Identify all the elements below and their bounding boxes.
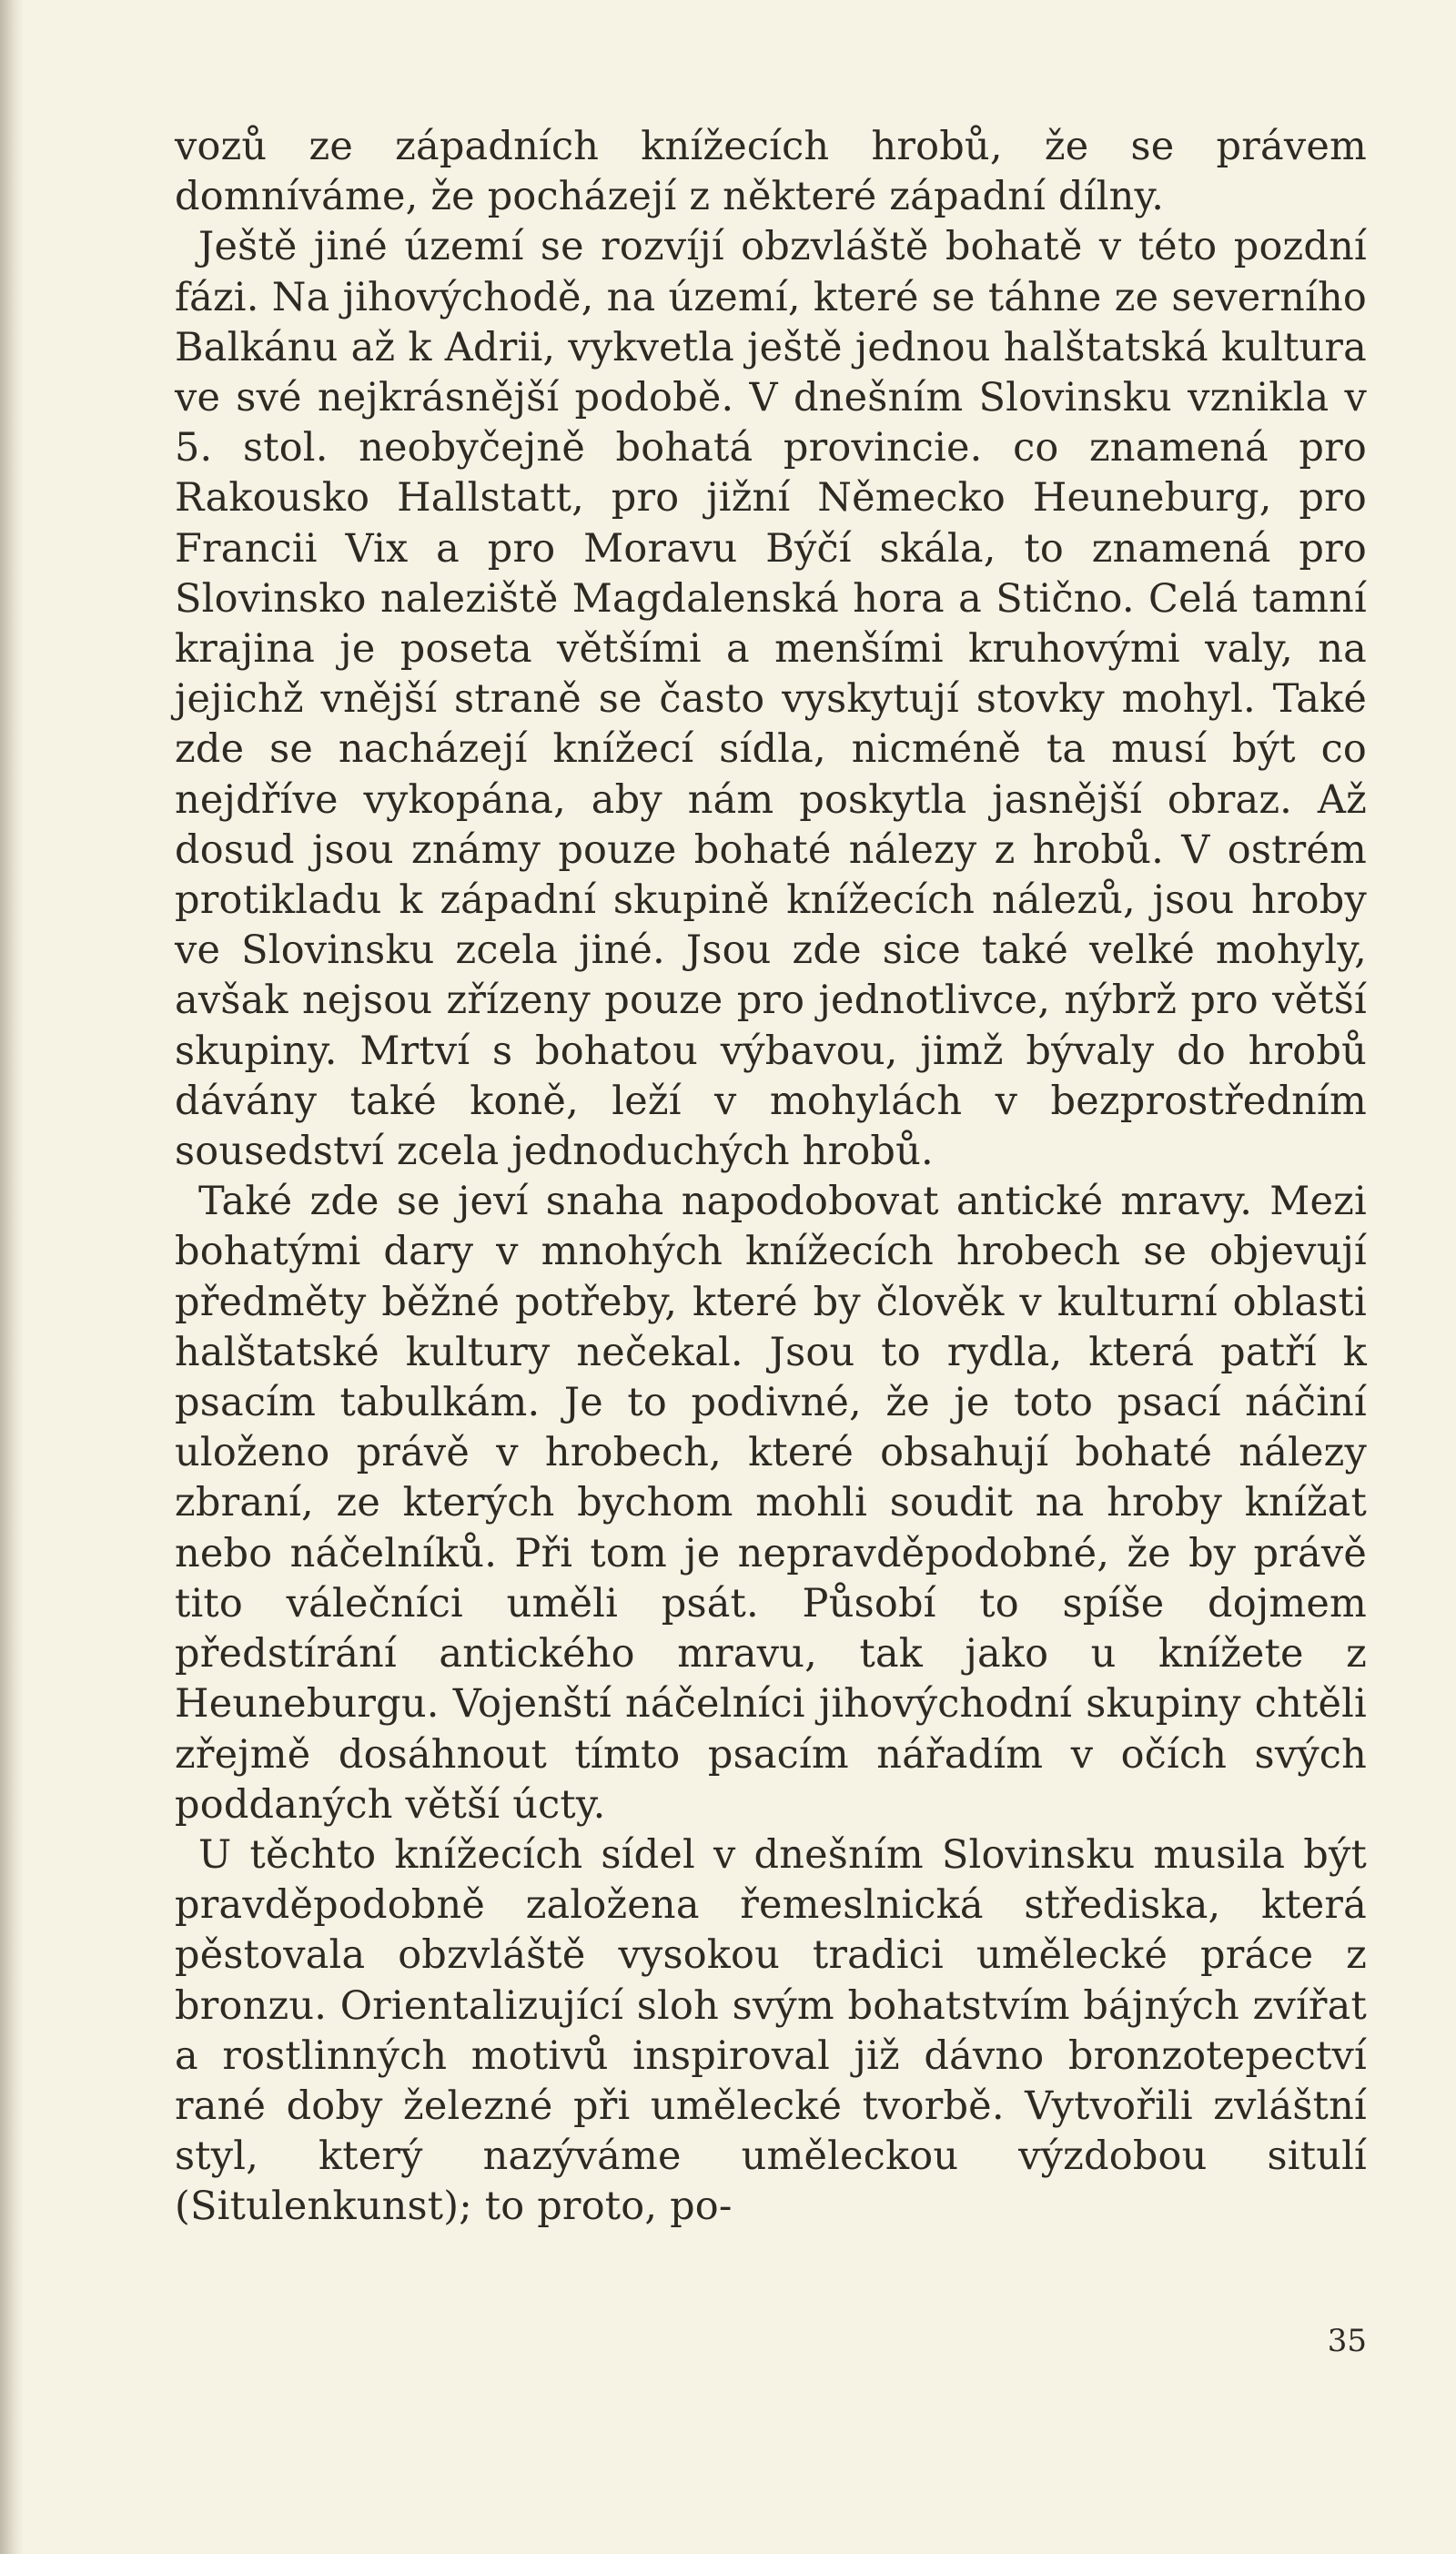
paragraph-antique-customs: Také zde se jeví snaha napodobovat antické mravy. Mezi bohatými dary v mnohých knížecích hrobech se objevují předměty běžné potřeby, které by člověk v kulturní oblasti halštatské kultury nečekal. Jsou to rydla, která patří k psacím tabulkám. Je to podivné, že je toto psací náčiní uloženo právě v hrobech, které obsahují bohaté nálezy zbraní, ze kterých bychom mohli soudit na hroby knížat nebo náčelníků. Při tom je nepravděpodobné, že by právě tito válečníci uměli psát. Působí to spíše dojmem předstírání antického mravu, tak jako u knížete z Heuneburgu. Vojenští náčelníci jihovýchodní skupiny chtěli zřejmě dosáhnout tímto psacím nářadím v očích svých poddaných větší úcty.	[175, 1179, 1367, 1828]
paragraph-slovenian-province: Ještě jiné území se rozvíjí obzvláště bohatě v této pozdní fázi. Na jihovýchodě, na území, které se táhne ze severního Balkánu až k Adrii, vykvetla ještě jednou halštatská kultura ve své nejkrásnější podobě. V dnešním Slovinsku vznikla v 5. stol. neobyčejně bohatá provincie. co znamená pro Rakousko Hallstatt, pro jižní Německo Heuneburg, pro Francii Vix a pro Moravu Býčí skála, to znamená pro Slovinsko naleziště Magdalenská hora a Stično. Celá tamní krajina je poseta většími a menšími kruhovými valy, na jejichž vnější straně se často vyskytují stovky mohyl. Také zde se nacházejí knížecí sídla, nicméně ta musí být co nejdříve vykopána, aby nám poskytla jasnější obraz. Až dosud jsou známy pouze bohaté nálezy z hrobů. V ostrém protikladu k západní skupině knížecích nálezů, jsou hroby ve Slovinsku zcela jiné. Jsou zde sice také velké mohyly, avšak nejsou zřízeny pouze pro jednotlivce, nýbrž pro větší skupiny. Mrtví s bohatou výbavou, jimž bývaly do hrobů dávány také koně, leží v mohylách v bezprostředním sousedství zcela jednoduchých hrobů.	[175, 224, 1367, 1175]
body-text	[175, 122, 1367, 2233]
page-spine-shadow	[0, 0, 24, 2554]
paragraph-continuation: vozů ze západních knížecích hrobů, že se právem domníváme, že pocházejí z některé západní dílny.	[175, 124, 1367, 220]
paragraph-craft-centres: U těchto knížecích sídel v dnešním Slovinsku musila být pravděpodobně založena řemeslnická střediska, která pěstovala obzvláště vysokou tradici umělecké práce z bronzu. Orientalizující sloh svým bohatstvím bájných zvířat a rostlinných motivů inspiroval již dávno bronzotepectví rané doby železné při umělecké tvorbě. Vytvořili zvláštní styl, který nazýváme uměleckou výzdobou situlí (Situlenkunst); to proto, po-	[175, 1831, 1367, 2230]
page-number: 35	[1327, 2323, 1367, 2359]
